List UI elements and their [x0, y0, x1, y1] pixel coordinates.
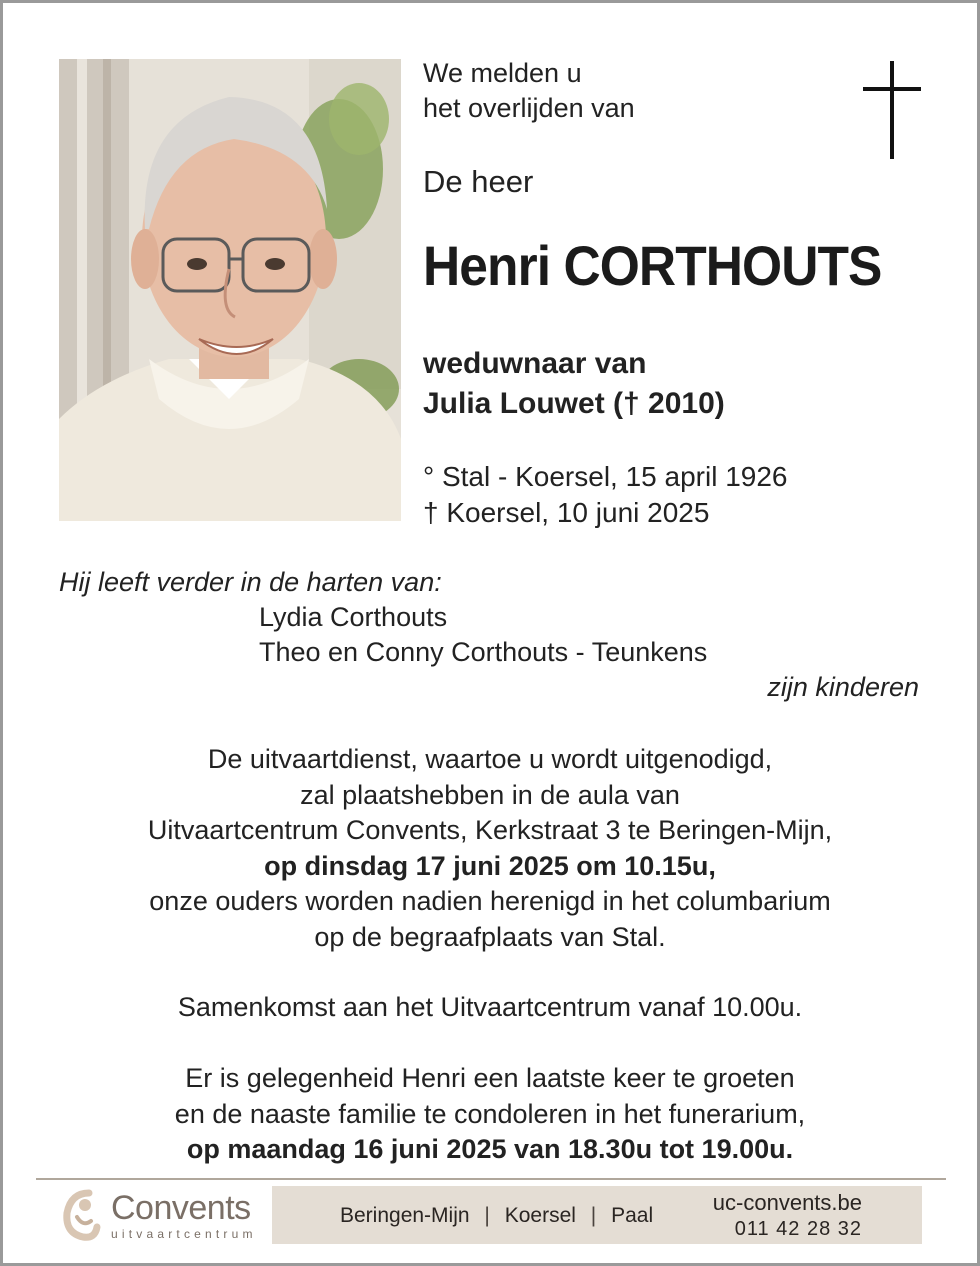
- funeral-home-logo: [59, 1187, 269, 1247]
- phone-number: 011 42 28 32: [734, 1218, 862, 1240]
- widower-line: weduwnaar van: [423, 347, 647, 380]
- birth-date: ° Stal - Koersel, 15 april 1926: [423, 461, 788, 492]
- deceased-name: Henri CORTHOUTS: [423, 234, 882, 297]
- viewing-line: Er is gelegenheid Henri een laatste keer te groeten: [185, 1063, 795, 1093]
- child-name: Theo en Conny Corthouts - Teunkens: [259, 637, 708, 667]
- viewing-details: [3, 1061, 977, 1168]
- convents-logo-icon: [59, 1187, 103, 1243]
- location-separator: |: [590, 1204, 597, 1227]
- ceremony-line: op de begraafplaats van Stal.: [314, 921, 666, 952]
- salutation: De heer: [423, 164, 534, 199]
- life-dates: [423, 459, 788, 531]
- gathering-line: Samenkomst aan het Uitvaartcentrum vanaf 10.00u.: [177, 992, 803, 1022]
- widower-of: [423, 344, 725, 424]
- ceremony-line: zal plaatshebben in de aula van: [300, 779, 680, 810]
- death-date: † Koersel, 10 juni 2025: [423, 497, 710, 528]
- location-name: Koersel: [504, 1204, 576, 1227]
- gathering-details: [3, 990, 977, 1026]
- announcement: [423, 56, 635, 126]
- location-name: Beringen-Mijn: [340, 1204, 470, 1227]
- cross-icon: [863, 61, 921, 161]
- announce-line: We melden u: [423, 58, 582, 88]
- child-name: Lydia Corthouts: [259, 602, 448, 632]
- ceremony-line: Uitvaartcentrum Convents, Kerkstraat 3 te Beringen-Mijn,: [147, 815, 833, 845]
- footer-bar: [272, 1186, 922, 1244]
- location-separator: |: [484, 1204, 490, 1227]
- portrait-photo: [59, 59, 401, 521]
- location-name: Paal: [611, 1204, 654, 1227]
- locations: [340, 1204, 653, 1228]
- children-caption: zijn kinderen: [767, 672, 919, 702]
- portrait-illustration: [59, 59, 401, 521]
- ceremony-details: [3, 742, 977, 955]
- ceremony-line: De uitvaartdienst, waartoe u wordt uitgenodigd,: [207, 744, 773, 774]
- ceremony-line: onze ouders worden nadien herenigd in het columbarium: [149, 886, 831, 916]
- viewing-datetime: op maandag 16 juni 2025 van 18.30u tot 19.00u.: [186, 1134, 794, 1164]
- announce-line: het overlijden van: [423, 93, 635, 123]
- spouse-name: Julia Louwet († 2010): [423, 387, 725, 420]
- family-intro: Hij leeft verder in de harten van:: [59, 567, 442, 597]
- ceremony-datetime: op dinsdag 17 juni 2025 om 10.15u,: [264, 850, 716, 881]
- footer-divider: [36, 1178, 946, 1180]
- logo-name: Convents: [111, 1189, 251, 1227]
- logo-subtitle: uitvaartcentrum: [111, 1227, 257, 1241]
- website-link[interactable]: uc-convents.be: [712, 1190, 862, 1215]
- viewing-line: en de naaste familie te condoleren in het funerarium,: [174, 1098, 806, 1129]
